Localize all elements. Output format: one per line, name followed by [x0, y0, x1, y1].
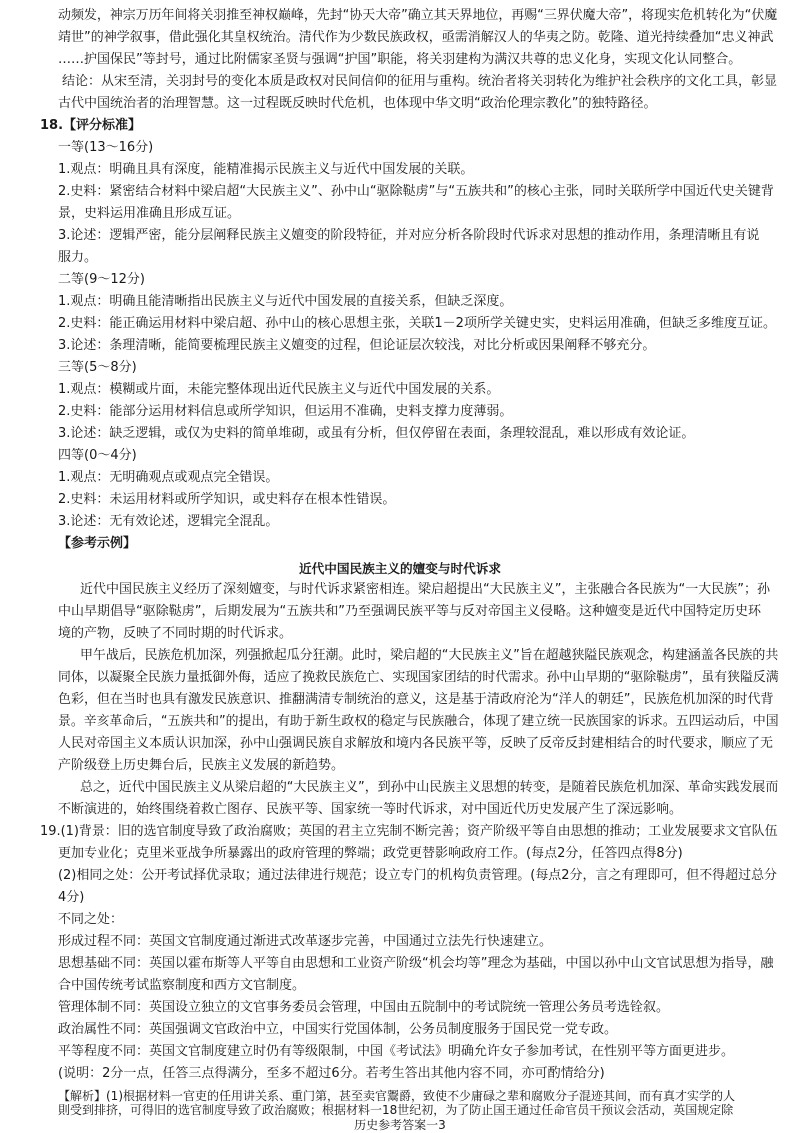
essay-line: 近代中国民族主义经历了深刻嬗变，与时代诉求紧密相连。梁启超提出“大民族主义”，主张融合各民族为“一大民族”；孙	[80, 582, 770, 597]
analysis-line: 【解析】(1)根据材料一官吏的任用讲关系、重门第，甚至卖官鬻爵，致使不少庸碌之辈和腐败分子混迹其间，而有真才实学的人	[58, 1089, 736, 1103]
essay-line: 产阶级登上历史舞台后，民族主义发展的新趋势。	[58, 758, 345, 773]
essay-line: 人民对帝国主义本质认识加深，孙中山强调民族自求解放和境内各民族平等，反映了反帝反封建相结合的时代要求，顺应了无	[58, 736, 774, 751]
answer-line: (2)相同之处：公开考试择优录取；通过法律进行规范；设立专门的机构负责管理。(每点2分，言之有理即可，但不得超过总分	[58, 868, 778, 883]
criterion: 3.论述：逻辑严密，能分层阐释民族主义嬗变的阶段特征，并对应分析各阶段时代诉求对思想的推动作用，条理清晰且有说	[58, 228, 760, 243]
essay-line: 同体，以凝聚全民族力量抵御外侮，适应了挽救民族危亡、实现国家团结的时代需求。孙中山早期的“驱除鞑虏”，虽有狭隘反满	[58, 670, 779, 685]
analysis-line-hidden: 則受到排挤，可得旧的选官制度导致了政治腐败；根据材料一18世纪初，为了防止国王通过任命官员干预议会活动，英国规定除	[58, 1103, 734, 1117]
criterion: 3.论述：缺乏逻辑，或仅为史料的简单堆砌，或虽有分析，但仅停留在表面，条理较混乱，难以形成有效论证。	[58, 426, 695, 441]
grade-level: 一等(13～16分)	[58, 140, 154, 155]
text-line: 古代中国统治者的治理智慧。这一过程既反映时代危机，也体现中华文明“政治伦理宗教化”的独特路径。	[58, 96, 657, 111]
essay-line: 境的产物，反映了不同时期的时代诉求。	[58, 626, 293, 641]
essay-title: 近代中国民族主义的嬗变与时代诉求	[299, 561, 501, 576]
criterion: 2.史料：能部分运用材料信息或所学知识，但运用不准确，史料支撑力度薄弱。	[58, 404, 513, 419]
answer-line: 思想基础不同：英国以霍布斯等人平等自由思想和工业资产阶级“机会均等”理念为基础，中国以孙中山文官试思想为指导，融	[58, 956, 774, 971]
criterion: 1.观点：模糊或片面，未能完整体现出近代民族主义与近代中国发展的关系。	[58, 382, 500, 397]
page-footer: 历史参考答案一3	[354, 1118, 446, 1132]
text-line: 靖世”的神学叙事，借此强化其皇权统治。清代作为少数民族政权，亟需消解汉人的华夷之防。乾隆、道光持续叠加“忠义神武	[58, 30, 774, 45]
answer-line: 平等程度不同：英国文官制度建立时仍有等级限制，中国《考试法》明确允许女子参加考试，在性别平等方面更进步。	[58, 1044, 735, 1059]
answer-line: 形成过程不同：英国文官制度通过渐进式改革逐步完善，中国通过立法先行快速建立。	[58, 934, 553, 949]
answer-line: 更加专业化；克里米亚战争所暴露出的政府管理的弊端；政党更替影响政府工作。(每点2分，任答四点得8分)	[58, 846, 683, 861]
criterion: 1.观点：明确且具有深度，能精准揭示民族主义与近代中国发展的关联。	[58, 162, 474, 177]
answer-line: 管理体制不同：英国设立独立的文官事务委员会管理，中国由五院制中的考试院统一管理公务员考选铨叙。	[58, 1000, 670, 1015]
essay-line: 色彩，但在当时也具有激发民族意识、推翻满清专制统治的意义，这是基于清政府沦为“洋人的朝廷”，民族危机加深的时代背	[58, 692, 774, 707]
criterion: 1.观点：无明确观点或观点完全错误。	[58, 470, 279, 485]
text-line: 结论：从宋至清，关羽封号的变化本质是政权对民间信仰的征用与重构。统治者将关羽转化为维护社会秩序的文化工具，彰显	[62, 74, 778, 89]
answer-line: 4分)	[58, 890, 85, 905]
text-line: 动频发，神宗万历年间将关羽推至神权巅峰，先封“协天大帝”确立其天界地位，再赐“三界伏魔大帝”，将现实危机转化为“伏魔	[58, 8, 778, 23]
criterion: 2.史料：能正确运用材料中梁启超、孙中山的核心思想主张，关联1－2项所学关键史实，史料运用准确，但缺乏多维度互证。	[58, 316, 776, 331]
grade-level: 二等(9～12分)	[58, 272, 145, 287]
answer-line: 19.(1)背景：旧的选官制度导致了政治腐败；英国的君主立宪制不断完善；资产阶级平等自由思想的推动；工业发展要求文官队伍	[40, 824, 778, 839]
essay-line: 景。辛亥革命后，“五族共和”的提出，有助于新生政权的稳定与民族融合，体现了建立统一民族国家的诉求。五四运动后，中国	[58, 714, 779, 729]
essay-line: 不断演进的，始终围绕着救亡图存、民族平等、国家统一等时代诉求，对中国近代历史发展产生了深远影响。	[58, 802, 683, 817]
answer-line: 政治属性不同：英国强调文官政治中立，中国实行党国体制，公务员制度服务于国民党一党专政。	[58, 1022, 618, 1037]
grade-level: 四等(0～4分)	[58, 448, 137, 463]
criterion: 景，史料运用准确且形成互证。	[58, 206, 241, 221]
answer-line: 合中国传统考试监察制度和西方文官制度。	[58, 978, 306, 993]
essay-line: 中山早期倡导“驱除鞑虏”，后期发展为“五族共和”乃至强调民族平等与反对帝国主义侵略。这种嬗变是近代中国特定历史环	[58, 604, 761, 619]
section-header: 18.【评分标准】	[40, 118, 142, 133]
criterion: 1.观点：明确且能清晰指出民族主义与近代中国发展的直接关系，但缺乏深度。	[58, 294, 513, 309]
answer-line: 不同之处：	[58, 912, 124, 927]
grade-level: 三等(5～8分)	[58, 360, 137, 375]
criterion: 3.论述：无有效论述，逻辑完全混乱。	[58, 514, 279, 529]
essay-line: 总之，近代中国民族主义从梁启超的“大民族主义”，到孙中山民族主义思想的转变，是随着民族危机加深、革命实践发展而	[80, 780, 779, 795]
criterion: 服力。	[58, 250, 98, 265]
text-line: ……护国保民”等封号，通过比附儒家圣贤与强调“护国”职能，将关羽建构为满汉共尊的忠义化身，实现文化认同整合。	[58, 52, 742, 67]
reference-header: 【参考示例】	[58, 536, 137, 551]
answer-line: (说明：2分一点，任答三点得满分，至多不超过6分。若考生答出其他内容不同，亦可酌情给分)	[58, 1066, 605, 1081]
criterion: 2.史料：紧密结合材料中梁启超“大民族主义”、孙中山“驱除鞑虏”与“五族共和”的核心主张，同时关联所学中国近代史关键背	[58, 184, 774, 199]
criterion: 3.论述：条理清晰，能简要梳理民族主义嬗变的过程，但论证层次较浅，对比分析或因果阐释不够充分。	[58, 338, 656, 353]
criterion: 2.史料：未运用材料或所学知识，或史料存在根本性错误。	[58, 492, 396, 507]
essay-line: 甲午战后，民族危机加深，列强掀起瓜分狂潮。此时，梁启超的“大民族主义”旨在超越狭隘民族观念，构建涵盖各民族的共	[80, 648, 779, 663]
